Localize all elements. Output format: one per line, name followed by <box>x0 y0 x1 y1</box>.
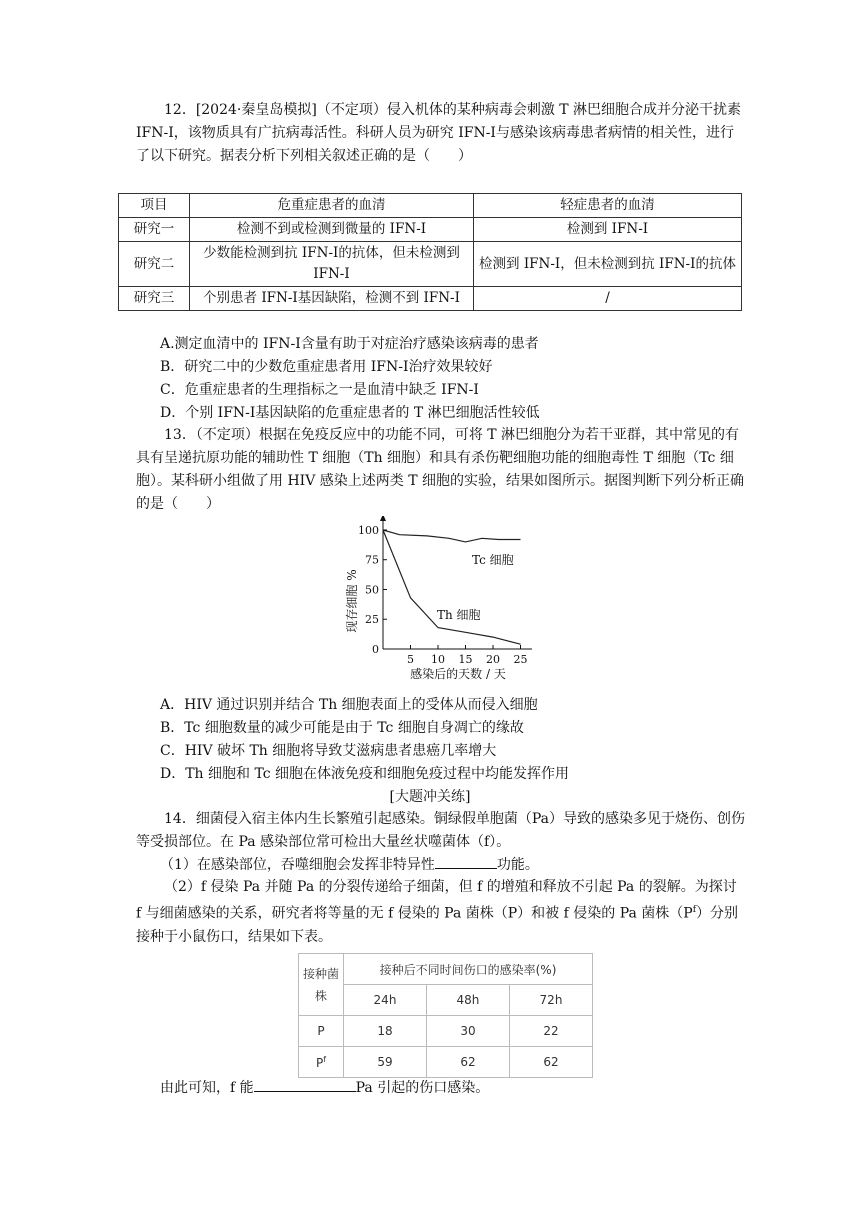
q14-table <box>298 953 593 1078</box>
table-header-row <box>299 985 593 1016</box>
table-header-row <box>119 194 742 218</box>
q13-option-c: C．HIV 破坏 Th 细胞将导致艾滋病患者患癌几率增大 <box>160 743 497 759</box>
q13-option-d: D．Th 细胞和 Tc 细胞在体液免疫和细胞免疫过程中均能发挥作用 <box>160 766 570 782</box>
answer-blank-1[interactable] <box>435 854 497 869</box>
q12-option-c: C．危重症患者的生理指标之一是血清中缺乏 IFN-I <box>160 382 479 398</box>
q14-conclusion <box>160 1077 489 1099</box>
q12-table <box>118 193 742 311</box>
table-cell: 检测到 IFN-I <box>474 218 742 242</box>
table-header-time: 48h <box>426 985 509 1016</box>
q14-part2-end: ）分别接种于小鼠伤口，结果如下表。 <box>136 905 739 945</box>
table-cell: 18 <box>344 1016 427 1047</box>
table-row <box>299 1016 593 1047</box>
x-tick-label: 20 <box>486 653 500 666</box>
q14-part1-tail: 功能。 <box>496 857 539 873</box>
table-cell: 62 <box>509 1047 592 1078</box>
table-cell: 30 <box>426 1016 509 1047</box>
table-cell: / <box>474 287 742 311</box>
table-cell: 59 <box>344 1047 427 1078</box>
q14-part1 <box>160 854 539 876</box>
table-cell-strain <box>299 1016 344 1047</box>
q14-part2-text: （2）f 侵染 Pa 并随 Pa 的分裂传递给子细菌，但 f 的增殖和释放不引起 Pa 的裂解。为探讨 f 与细菌感染的关系，研究者将等量的无 f 侵染的 Pa 菌株（P）和被 f 侵染的 Pa 菌株（P <box>136 879 737 922</box>
q13-option-b: B．Tc 细胞数量的减少可能是由于 Tc 细胞自身凋亡的缘故 <box>160 720 524 736</box>
table-header-time: 24h <box>344 985 427 1016</box>
q12-option-d: D．个别 IFN-I基因缺陷的危重症患者的 T 淋巴细胞活性较低 <box>160 405 540 421</box>
table-row <box>119 287 742 311</box>
y-tick-label: 25 <box>365 613 379 627</box>
table-header-group: 接种后不同时间伤口的感染率(%) <box>344 954 593 985</box>
x-tick-label: 25 <box>513 653 528 666</box>
table-cell-strain <box>299 1047 344 1078</box>
table-cell: 研究一 <box>119 218 190 242</box>
superscript: f <box>323 1054 327 1064</box>
table-row <box>299 1047 593 1078</box>
q12-option-a: A.测定血清中的 IFN-I含量有助于对症治疗感染该病毒的患者 <box>160 336 539 352</box>
table-header: 项目 <box>119 194 190 218</box>
q12-option-b: B．研究二中的少数危重症患者用 IFN-I治疗效果较好 <box>160 359 493 375</box>
q12-stem: 12．[2024·秦皇岛模拟]（不定项）侵入机体的某种病毒会刺激 T 淋巴细胞合成并分泌干扰素 IFN-I，该物质具有广抗病毒活性。科研人员为研究 IFN-I与感染该病毒患者病情的相关性，进行了以下研究。据表分析下列相关叙述正确的是（ ） <box>136 102 742 164</box>
q14-part2 <box>136 876 746 949</box>
x-tick-label: 10 <box>431 653 445 666</box>
q13-option-a: A．HIV 通过识别并结合 Th 细胞表面上的受体从而侵入细胞 <box>160 697 538 713</box>
th-cell-line <box>383 530 521 644</box>
q14-conclusion-tail: Pa 引起的伤口感染。 <box>355 1080 490 1096</box>
table-header-strain: 接种菌株 <box>299 954 344 1016</box>
table-header: 危重症患者的血清 <box>190 194 474 218</box>
table-row <box>119 218 742 242</box>
strain-label: P <box>315 1055 324 1070</box>
strain-label: P <box>317 1024 325 1038</box>
x-tick-label: 15 <box>458 653 473 666</box>
series-label-tc: Tc 细胞 <box>472 553 514 567</box>
y-tick-label: 75 <box>365 553 379 567</box>
y-tick-label: 100 <box>358 523 379 537</box>
x-axis-label: 感染后的天数 / 天 <box>410 667 506 681</box>
table-header-row <box>299 954 593 985</box>
table-row <box>119 242 742 287</box>
x-tick-label: 5 <box>407 653 414 666</box>
tc-cell-line <box>383 530 521 542</box>
table-cell: 22 <box>509 1016 592 1047</box>
table-cell: 研究三 <box>119 287 190 311</box>
q13-stem: 13．（不定项）根据在免疫反应中的功能不同，可将 T 淋巴细胞分为若干亚群，其中常见的有具有呈递抗原功能的辅助性 T 细胞（Th 细胞）和具有杀伤靶细胞功能的细胞毒性 T 细胞（Tc 细胞）。某科研小组做了用 HIV 感染上述两类 T 细胞的实验，结果如图所示。据图判断下列分析正确的是（ ） <box>136 427 744 512</box>
cell-survival-chart <box>338 516 538 686</box>
table-cell: 少数能检测到抗 IFN-I的抗体，但未检测到 IFN-I <box>190 242 474 287</box>
answer-blank-2[interactable] <box>254 1077 356 1092</box>
y-tick-label: 0 <box>372 643 379 656</box>
table-header-time: 72h <box>509 985 592 1016</box>
y-axis-label: 现存细胞 % <box>345 569 359 633</box>
table-cell: 检测到 IFN-I，但未检测到抗 IFN-I的抗体 <box>474 242 742 287</box>
series-label-th: Th 细胞 <box>437 608 481 622</box>
y-axis-arrow <box>380 516 386 521</box>
superscript: f <box>692 905 697 915</box>
q14-stem: 14．细菌侵入宿主体内生长繁殖引起感染。铜绿假单胞菌（Pa）导致的感染多见于烧伤、创伤等受损部位。在 Pa 感染部位常可检出大量丝状噬菌体（f）。 <box>136 811 745 850</box>
table-cell: 研究二 <box>119 242 190 287</box>
q14-conclusion-text: 由此可知，f 能 <box>160 1080 254 1096</box>
table-cell: 个别患者 IFN-I基因缺陷，检测不到 IFN-I <box>190 287 474 311</box>
table-cell: 检测不到或检测到微量的 IFN-I <box>190 218 474 242</box>
q14-part1-text: （1）在感染部位，吞噬细胞会发挥非特异性 <box>160 857 435 873</box>
section-title: [大题冲关练] <box>389 789 471 805</box>
table-cell: 62 <box>426 1047 509 1078</box>
table-header: 轻症患者的血清 <box>474 194 742 218</box>
y-tick-label: 50 <box>365 583 379 597</box>
